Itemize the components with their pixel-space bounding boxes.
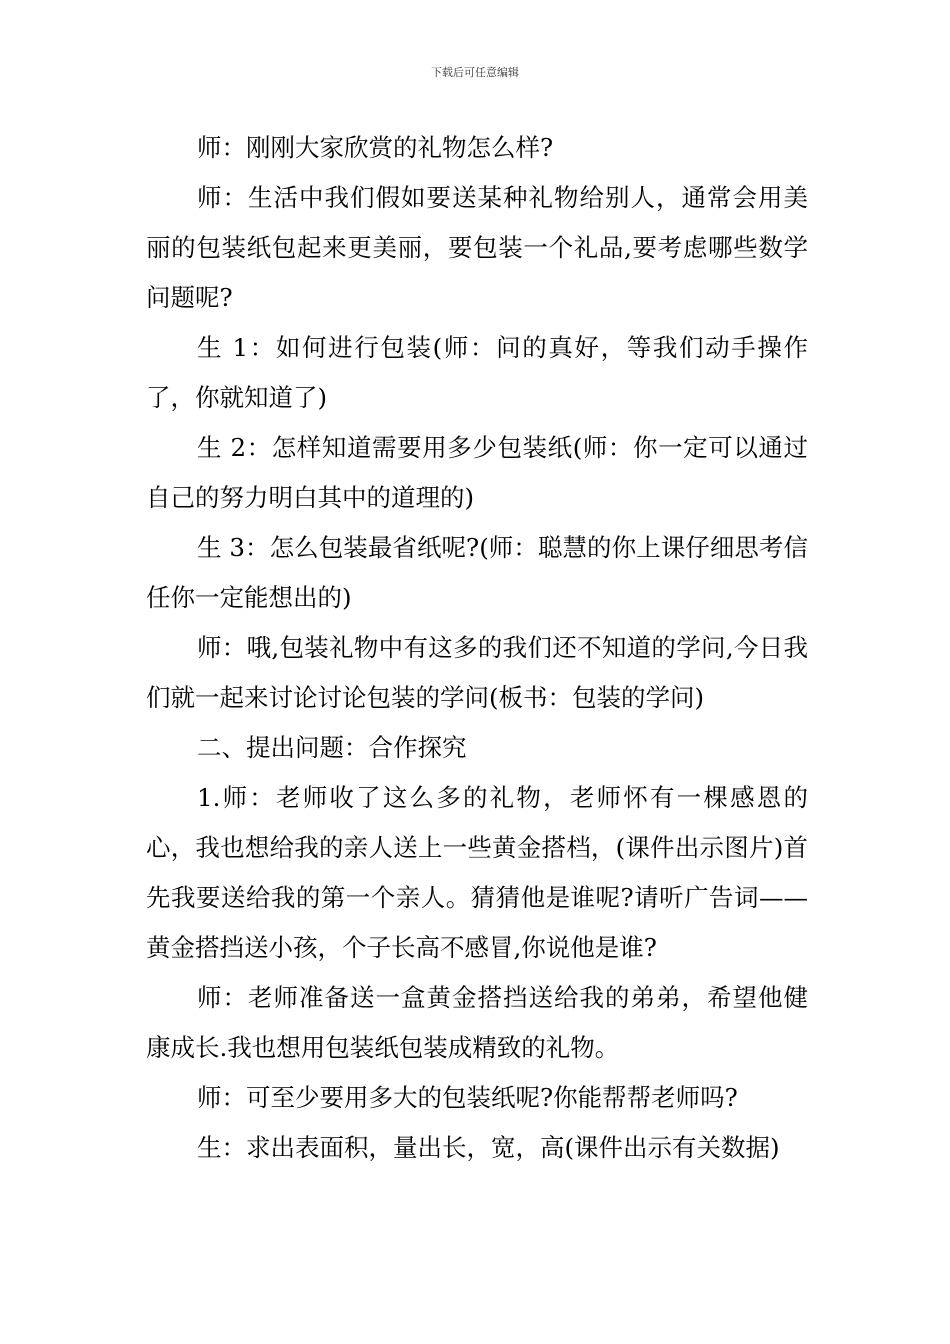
paragraph: 生 2：怎样知道需要用多少包装纸(师：你一定可以通过自己的努力明白其中的道理的) (146, 433, 808, 512)
document-body (146, 123, 808, 1173)
paragraph: 师：刚刚大家欣赏的礼物怎么样? (197, 133, 554, 162)
paragraph: 1.师：老师收了这么多的礼物，老师怀有一棵感恩的心，我也想给我的亲人送上一些黄金搭档，(课件出示图片)首先我要送给我的第一个亲人。猜猜他是谁呢?请听广告词——黄金搭挡送小孩，个子长高不感冒,你说他是谁? (146, 783, 808, 962)
section-heading: 二、提出问题：合作探究 (197, 733, 467, 762)
paragraph: 生 3：怎么包装最省纸呢?(师：聪慧的你上课仔细思考信任你一定能想出的) (146, 533, 808, 612)
page-header: 下载后可任意编辑 (431, 66, 519, 79)
paragraph: 生：求出表面积，量出长，宽，高(课件出示有关数据) (197, 1133, 780, 1162)
paragraph: 师：可至少要用多大的包装纸呢?你能帮帮老师吗? (197, 1083, 738, 1112)
paragraph: 师：哦,包装礼物中有这多的我们还不知道的学问,今日我们就一起来讨论讨论包装的学问(板书：包装的学问) (146, 633, 808, 712)
paragraph: 生 1：如何进行包装(师：问的真好，等我们动手操作了，你就知道了) (146, 333, 808, 412)
paragraph: 师：老师准备送一盒黄金搭挡送给我的弟弟，希望他健康成长.我也想用包装纸包装成精致的礼物。 (146, 983, 808, 1062)
paragraph: 师：生活中我们假如要送某种礼物给别人，通常会用美丽的包装纸包起来更美丽，要包装一个礼品,要考虑哪些数学问题呢? (146, 183, 808, 312)
